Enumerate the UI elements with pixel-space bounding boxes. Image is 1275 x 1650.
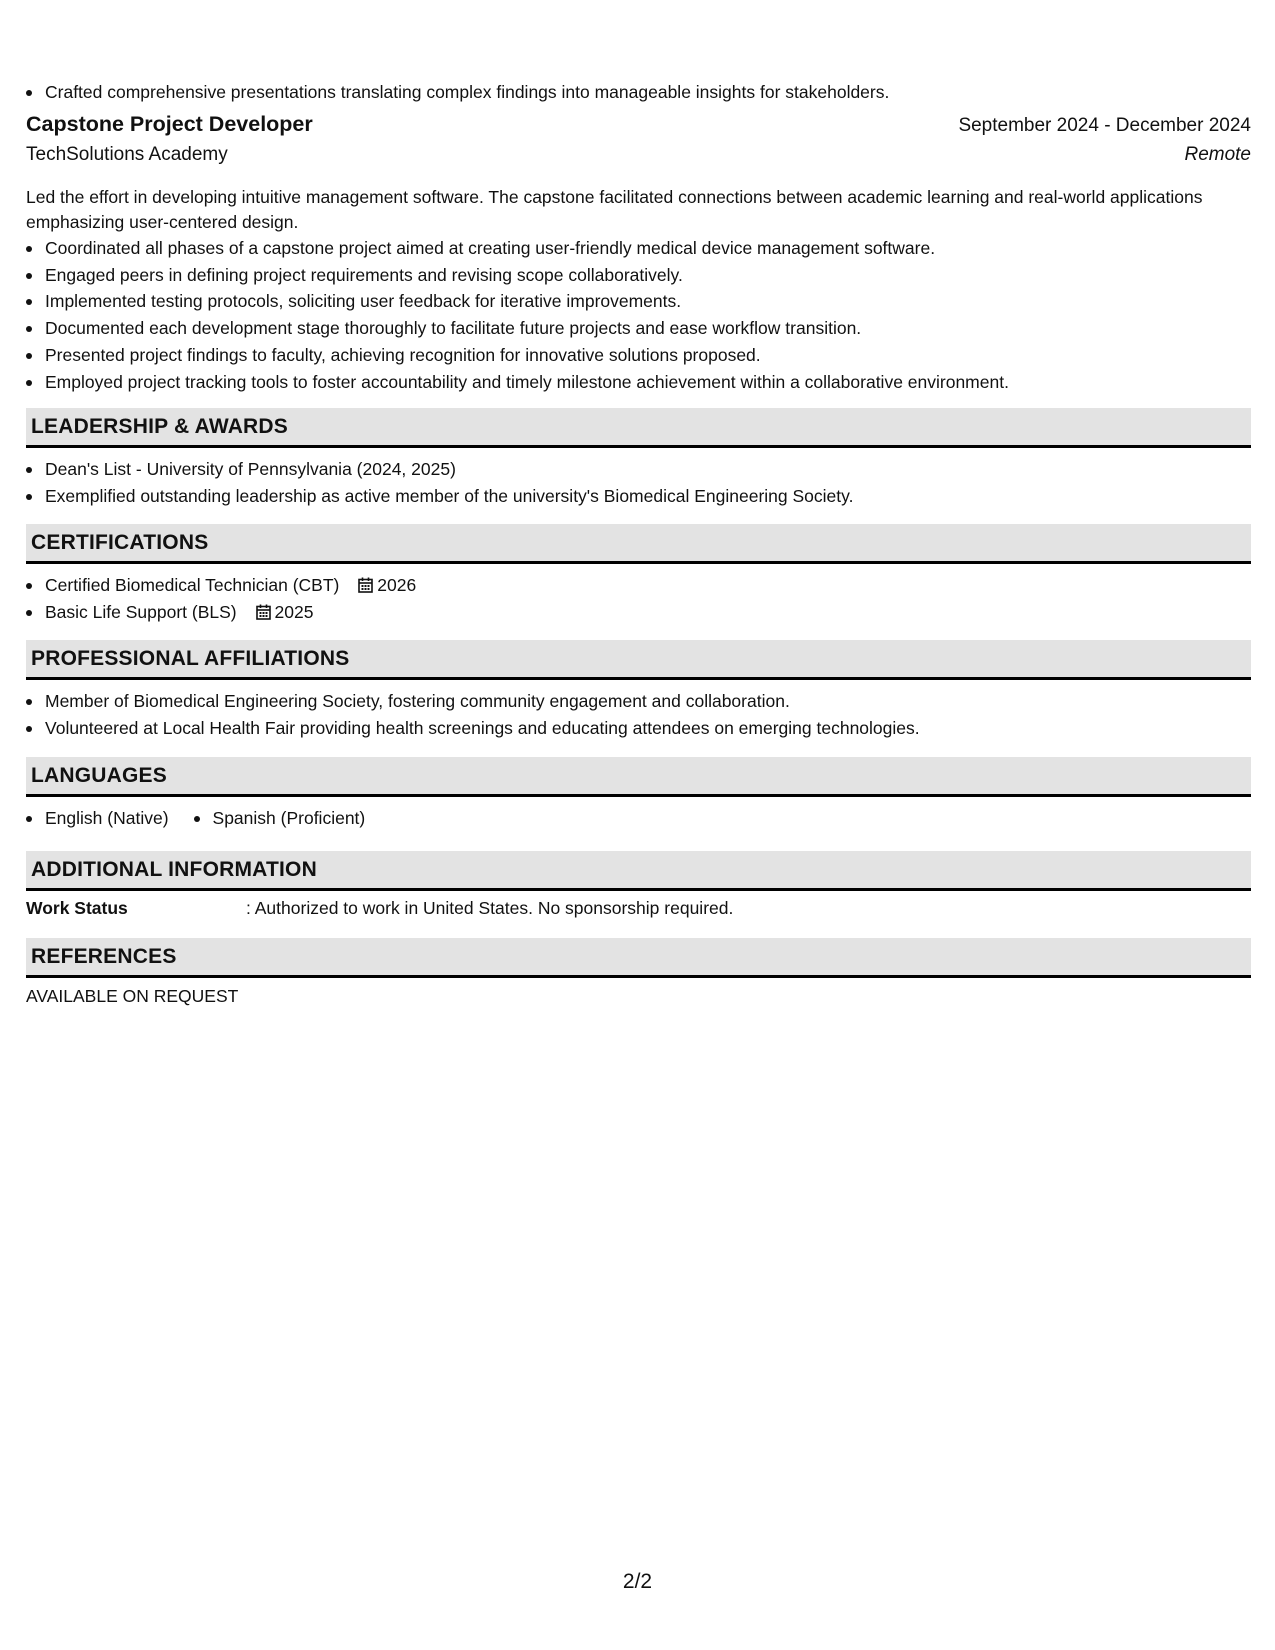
list-item: Exemplified outstanding leadership as active member of the university's Biomedical Engineering Society. (26, 483, 1251, 510)
leadership-list (26, 456, 1251, 509)
previous-job-bullets (26, 79, 1251, 106)
certification-year: 2025 (274, 601, 314, 622)
job-title: Capstone Project Developer (26, 112, 313, 136)
language-item: Spanish (Proficient) (194, 805, 366, 832)
section-title: ADDITIONAL INFORMATION (31, 858, 317, 881)
section-title: LANGUAGES (31, 764, 167, 787)
language-item: English (Native) (26, 805, 169, 832)
certifications-list (26, 572, 1251, 625)
job-bullets (26, 235, 1251, 395)
list-item: Dean's List - University of Pennsylvania (2024, 2025) (26, 456, 1251, 483)
references-text: AVAILABLE ON REQUEST (26, 986, 239, 1006)
section-heading-languages (26, 757, 1251, 797)
section-title: REFERENCES (31, 945, 177, 968)
list-item (26, 599, 1251, 626)
section-heading-certifications (26, 524, 1251, 564)
section-heading-affiliations (26, 640, 1251, 680)
calendar-icon (256, 604, 271, 620)
list-item: Coordinated all phases of a capstone project aimed at creating user-friendly medical device management software. (26, 235, 1251, 262)
section-title: CERTIFICATIONS (31, 531, 209, 554)
list-item: Implemented testing protocols, soliciting user feedback for iterative improvements. (26, 288, 1251, 315)
work-status-label: Work Status (26, 898, 128, 918)
job-subheader (26, 144, 1251, 166)
list-item: Volunteered at Local Health Fair providing health screenings and educating attendees on emerging technologies. (26, 715, 1251, 742)
job-header (26, 112, 1251, 137)
job-location: Remote (1184, 144, 1251, 165)
list-item: Member of Biomedical Engineering Society, fostering community engagement and collaboration. (26, 688, 1251, 715)
job-summary: Led the effort in developing intuitive management software. The capstone facilitated connections between academic learning and real-world applications emphasizing user-centered design. (26, 187, 1203, 232)
work-status-value: : Authorized to work in United States. No sponsorship required. (246, 898, 734, 918)
list-item: Crafted comprehensive presentations translating complex findings into manageable insights for stakeholders. (26, 79, 1251, 106)
job-company: TechSolutions Academy (26, 144, 228, 165)
languages-list (26, 805, 1251, 832)
section-heading-additional-information (26, 851, 1251, 891)
list-item: Employed project tracking tools to foster accountability and timely milestone achievement within a collaborative environment. (26, 369, 1251, 396)
section-title: PROFESSIONAL AFFILIATIONS (31, 647, 350, 670)
page-number: 2/2 (622, 1570, 653, 1593)
list-item: Engaged peers in defining project requirements and revising scope collaboratively. (26, 262, 1251, 289)
list-item (26, 572, 1251, 599)
certification-name: Certified Biomedical Technician (CBT) (45, 575, 340, 595)
list-item: Documented each development stage thoroughly to facilitate future projects and ease workflow transition. (26, 315, 1251, 342)
section-heading-references (26, 938, 1251, 978)
affiliations-list (26, 688, 1251, 741)
job-dates: September 2024 - December 2024 (958, 115, 1251, 136)
list-item: Presented project findings to faculty, achieving recognition for innovative solutions proposed. (26, 342, 1251, 369)
section-title: LEADERSHIP & AWARDS (31, 415, 288, 438)
certification-name: Basic Life Support (BLS) (45, 601, 237, 622)
certification-year: 2026 (377, 575, 417, 595)
section-heading-leadership (26, 408, 1251, 448)
calendar-icon (358, 577, 373, 593)
